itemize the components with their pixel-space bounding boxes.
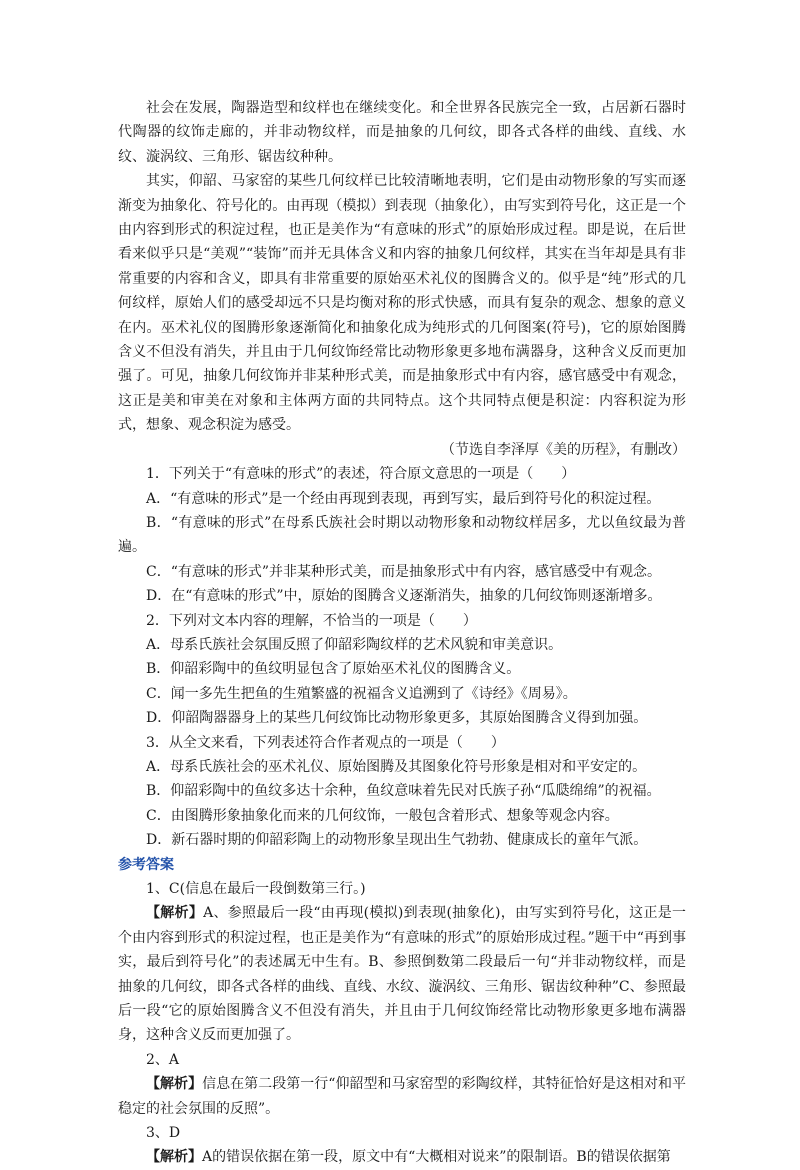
question-stem: 2．下列对文本内容的理解，不恰当的一项是（ ） xyxy=(146,612,477,629)
question-1 xyxy=(118,462,686,608)
answer-analysis xyxy=(118,1072,686,1121)
answer-item-1 xyxy=(118,877,686,1048)
question-2 xyxy=(118,609,686,731)
question-option: A．“有意味的形式”是一个经由再现到表现，再到写实，最后到符号化的积淀过程。 xyxy=(146,490,661,507)
answer-heading: 参考答案 xyxy=(118,856,174,873)
analysis-text: A的错误依据在第一段，原文中有“大概相对说来”的限制语。B的错误依据第 xyxy=(202,1149,671,1166)
analysis-text: 信息在第二段第一行“仰韶型和马家窑型的彩陶纹样，其特征恰好是这相对和平稳定的社会氛围的反照”。 xyxy=(118,1076,687,1117)
question-option: A．母系氏族社会的巫术礼仪、原始图腾及其图象化符号形象是相对和平安定的。 xyxy=(146,758,647,775)
question-option: C．“有意味的形式”并非某种形式美，而是抽象形式中有内容，感官感受中有观念。 xyxy=(146,563,662,580)
question-option: A．母系氏族社会氛围反照了仰韶彩陶纹样的艺术风貌和审美意识。 xyxy=(146,636,563,653)
question-option: D．在“有意味的形式”中，原始的图腾含义逐渐消失，抽象的几何纹饰则逐渐增多。 xyxy=(146,588,662,605)
analysis-text: A、参照最后一段“由再现(模拟)到表现(抽象化)，由写实到符号化，这正是一个由内容到形式的积淀过程，也正是美作为“有意味的形式”的原始形成过程。”题干中“再到事实，最后到符号化”的表述属无中生有。B、参照倒数第二段最后一句“并非动物纹样，而是抽象的几何纹，即各式各样的曲线、直线、水纹、漩涡纹、三角形、锯齿纹种种”C、参照最后一段“它的原始图腾含义不但没有消失，并且由于几何纹饰经常比动物形象更多地布满器身，这种含义反而更加强了。 xyxy=(118,905,686,1044)
analysis-tag: 【解析】 xyxy=(146,1149,202,1166)
answer-analysis xyxy=(118,901,686,1047)
question-option: B．“有意味的形式”在母系氏族社会时期以动物形象和动物纹样居多，尤以鱼纹最为普遍。 xyxy=(118,514,686,556)
question-option: D．仰韶陶器器身上的某些几何纹饰比动物形象更多，其原始图腾含义得到加强。 xyxy=(146,710,648,727)
question-option: C．由图腾形象抽象化而来的几何纹饰，一般包含着形式、想象等观念内容。 xyxy=(146,807,619,824)
answer-analysis xyxy=(118,1145,686,1169)
question-3 xyxy=(118,731,686,853)
document-content xyxy=(118,96,686,1170)
answer-item-2 xyxy=(118,1048,686,1121)
question-option: B．仰韶彩陶中的鱼纹多达十余种，鱼纹意味着先民对氏族子孙“瓜瓞绵绵”的祝福。 xyxy=(146,783,661,800)
passage-source: （节选自李泽厚《美的历程》，有删改） xyxy=(441,441,686,458)
question-stem: 3．从全文来看，下列表述符合作者观点的一项是（ ） xyxy=(146,734,505,751)
question-option: B．仰韶彩陶中的鱼纹明显包含了原始巫术礼仪的图腾含义。 xyxy=(146,661,521,678)
answer-key: 1、C(信息在最后一段倒数第三行。) xyxy=(146,881,366,897)
answer-item-3 xyxy=(118,1121,686,1170)
question-option: C．闻一多先生把鱼的生殖繁盛的祝福含义追溯到了《诗经》《周易》。 xyxy=(146,685,577,702)
analysis-tag: 【解析】 xyxy=(146,1076,203,1093)
passage-paragraph-2: 其实，仰韶、马家窑的某些几何纹样已比较清晰地表明，它们是由动物形象的写实而逐渐变为抽象化、符号化的。由再现（模拟）到表现（抽象化），由写实到符号化，这正是一个由内容到形式的积淀过程，也正是美作为“有意味的形式”的原始形成过程。即是说，在后世看来似乎只是“美观”“装饰”而并无具体含义和内容的抽象几何纹样，其实在当年却是具有非常重要的内容和含义，即具有非常重要的原始巫术礼仪的图腾含义的。似乎是“纯”形式的几何纹样，原始人们的感受却远不只是均衡对称的形式快感，而具有复杂的观念、想象的意义在内。巫术礼仪的图腾形象逐渐简化和抽象化成为纯形式的几何图案(符号)，它的原始图腾含义不但没有消失，并且由于几何纹饰经常比动物形象更多地布满器身，这种含义反而更加强了。可见，抽象几何纹饰并非某种形式美，而是抽象形式中有内容，感官感受中有观念，这正是美和审美在对象和主体两方面的共同特点。这个共同特点便是积淀：内容积淀为形式，想象、观念积淀为感受。 xyxy=(118,173,686,434)
question-stem: 1．下列关于“有意味的形式”的表述，符合原文意思的一项是（ ） xyxy=(146,466,576,483)
answer-key: 3、D xyxy=(146,1125,181,1142)
question-option: D．新石器时期的仰韶彩陶上的动物形象呈现出生气勃勃、健康成长的童年气派。 xyxy=(146,832,648,849)
answer-key: 2、A xyxy=(146,1051,180,1068)
passage-paragraph-1: 社会在发展，陶器造型和纹样也在继续变化。和全世界各民族完全一致，占居新石器时代陶器的纹饰走廊的，并非动物纹样，而是抽象的几何纹，即各式各样的曲线、直线、水纹、漩涡纹、三角形、锯齿纹种种。 xyxy=(118,100,686,165)
analysis-tag: 【解析】 xyxy=(146,905,204,922)
